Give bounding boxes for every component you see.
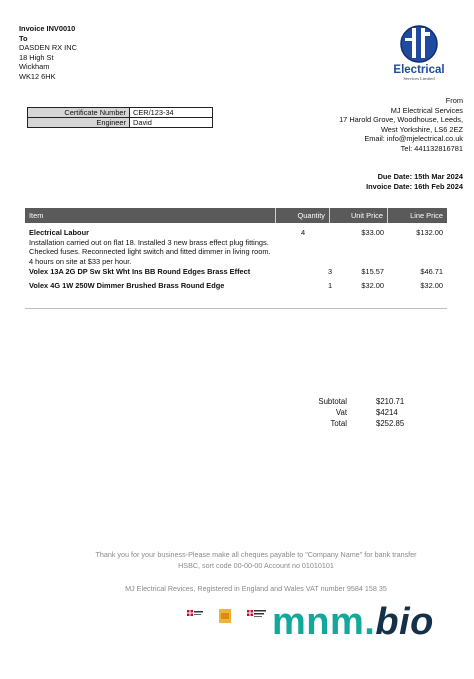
logo-subtext: Services Limited [403,76,435,81]
trade-badge-icon [218,607,232,625]
company-logo [388,22,450,84]
dates-block [366,172,463,191]
header-item: Item [25,208,276,223]
certification-badge-icon [246,607,268,619]
logo-text: Electrical [393,64,445,76]
recipient-line: Wickham [19,62,50,72]
certificate-number: CER/123-34 [130,108,213,118]
watermark [272,600,434,644]
total-row [300,418,436,429]
recipient-block [19,24,199,82]
recipient-line: WK12 6HK [19,71,56,81]
items-header [25,208,447,223]
header-line-price: Line Price [410,211,443,220]
vat-label: Vat [335,408,347,417]
header-quantity: Quantity [276,208,330,223]
subtotal-value: $210.71 [376,397,405,406]
items-table [25,208,447,291]
subtotal-row [300,396,436,407]
table-row [25,267,447,277]
item-name: Volex 13A 2G DP Sw Skt Wht Ins BB Round Edges Brass Effect [29,267,251,277]
to-label: To [19,33,28,43]
invoice-number: Invoice INV0010 [19,24,76,33]
total-label: Total [330,419,347,428]
sender-block [233,96,463,154]
sender-line: 17 Harold Grove, Woodhouse, Leeds, [339,115,463,125]
due-date: Due Date: 15th Mar 2024 [377,172,463,181]
engineer-label: Engineer [28,118,130,128]
header-unit-price: Unit Price [330,208,388,223]
table-row [25,281,447,291]
table-row [25,228,447,266]
sender-line: West Yorkshire, LS6 2EZ [380,124,463,134]
item-line-price: $132.00 [416,228,443,237]
item-unit-price: $33.00 [361,228,384,237]
accreditation-badge-icon [186,607,204,619]
recipient-line: DASDEN RX INC [19,43,77,53]
items-body [25,223,447,291]
accreditation-badges [186,607,268,629]
item-unit-price: $15.57 [361,267,384,277]
table-divider [25,308,447,309]
item-line-price: $46.71 [420,267,443,277]
totals-block [300,396,436,429]
watermark-part-1: mnm. [272,601,376,643]
mj-logo-icon [388,22,450,84]
item-name: Electrical Labour [29,228,89,237]
item-quantity: 4 [300,228,306,237]
invoice-date: Invoice Date: 16th Feb 2024 [366,181,463,191]
vat-value: $4214 [376,408,398,417]
sender-line: MJ Electrical Services [390,105,463,115]
subtotal-label: Subtotal [318,397,347,406]
payment-note [0,549,474,571]
from-label: From [445,96,463,105]
engineer-row [28,118,213,128]
recipient-line: 18 High St [19,52,54,62]
registration-note: MJ Electrical Revices, Registered in England and Wales VAT number 9584 158 35 [125,584,387,593]
engineer-name: David [130,118,213,128]
item-description: Installation carried out on flat 18. Installed 3 new brass effect plug fittings. Checked fuses. Reconnected light switch and fitted dimmer in living room. 4 hours on site at $33 per hour. [29,237,271,266]
sender-email: Email: info@mjelectrical.co.uk [364,134,463,144]
total-value: $252.85 [376,419,405,428]
item-cell [25,228,276,266]
certificate-table [27,107,213,128]
payment-note-line: Thank you for your business-Please make all cheques payable to "Company Name" for bank transfer [95,550,417,559]
item-name: Volex 4G 1W 250W Dimmer Brushed Brass Round Edge [29,280,225,290]
watermark-part-2: bio [375,601,434,643]
item-line-price: $32.00 [420,280,443,290]
item-quantity: 3 [327,267,333,277]
bank-details: HSBC, sort code 00-00-00 Account no 01010101 [178,561,334,570]
item-quantity: 1 [327,280,333,290]
certificate-row [28,108,213,118]
item-unit-price: $32.00 [361,280,384,290]
sender-phone: Tel: 441132816781 [400,143,463,153]
vat-row [300,407,436,418]
certificate-number-label: Certificate Number [28,108,130,118]
